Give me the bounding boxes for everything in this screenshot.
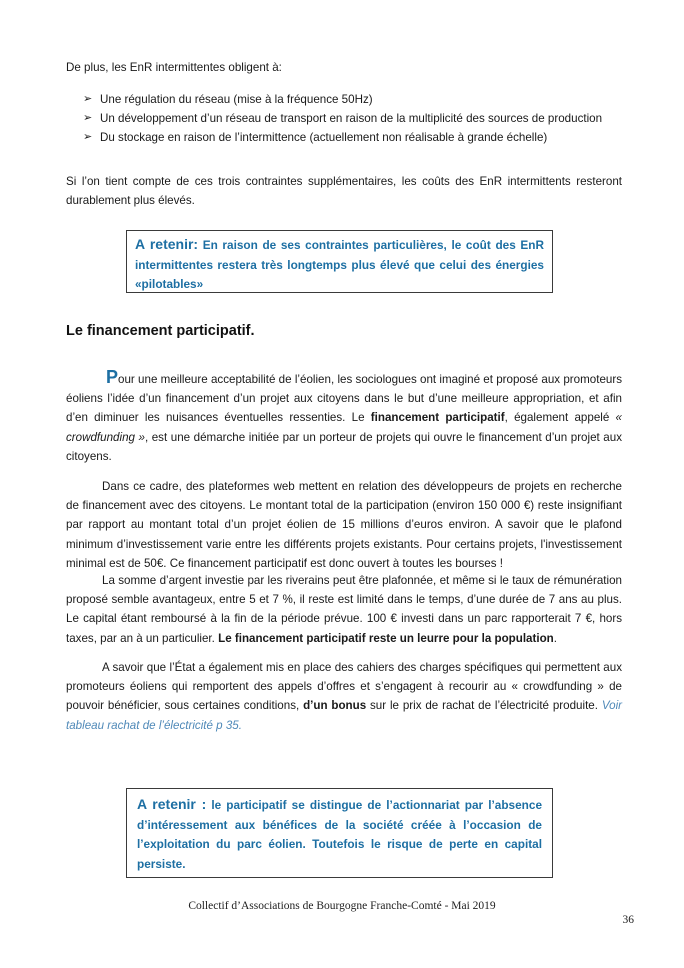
arrow-bullet-icon: ➢ xyxy=(83,131,93,144)
costs-paragraph: Si l’on tient compte de ces trois contraintes supplémentaires, les coûts des EnR intermittents resteront durablement plus élevés. xyxy=(66,175,622,208)
paragraph-platforms: Dans ce cadre, des plateformes web mettent en relation des développeurs de projets en recherche de financement avec des citoyens. Le montant total de la participation (environ 150 000 €) reste insignifiant par rapport au montant total d’un projet éolien de 15 millions d’euros environ. A savoir que le plafond minimum d’investissement varie entre les différents projets existants. Pour certains projets, l'investissement minimal est de 50€. Ce financement participatif est donc ouvert à toutes les bourses ! xyxy=(66,480,622,570)
list-item: ➢ Une régulation du réseau (mise à la fréquence 50Hz) xyxy=(83,90,623,109)
arrow-bullet-icon: ➢ xyxy=(83,93,93,105)
takeaway-lead: A retenir : xyxy=(137,796,207,812)
list-item: ➢ Un développement d’un réseau de transport en raison de la multiplicité des sources de production xyxy=(83,109,623,128)
takeaway-lead: A retenir: xyxy=(135,236,199,252)
cross-reference-link[interactable]: Voir tableau rachat de l’électricité p 35. xyxy=(66,699,622,732)
paragraph-returns: La somme d’argent investie par les riverains peut être plafonnée, et même si le taux de rémunération proposé semble avantageux, entre 5 et 7 %, il reste est limité dans le temps, d’une durée de 7 ans au plus. Le capital étant remboursé à la fin de la période prévue. 100 € investi dans un parc rapporterait 7 €, hors taxes, par an à un particulier. Le financement participatif reste un leurre pour la population. xyxy=(66,574,622,645)
takeaway-text: le participatif se distingue de l’actionnariat par l’absence d’intéressement aux bénéfices de la société créée à l’occasion de l’exploitation du parc éolien. Toutefois le risque de perte en capital persiste. xyxy=(137,798,543,871)
drop-cap: P xyxy=(106,367,119,387)
page-footer: Collectif d’Associations de Bourgogne Franche-Comté - Mai 2019 xyxy=(188,900,496,912)
intro-sentence: De plus, les EnR intermittentes obligent à: xyxy=(66,61,282,74)
paragraph-crowdfunding-intro: Pour une meilleure acceptabilité de l’éolien, les sociologues ont imaginé et proposé aux promoteurs éoliens l’idée d’un financement d’un projet aux citoyens dans le but d’une meilleure appropriation, et afin d’en diminuer les nuisances éventuelles ressenties. Le financement participatif, également appelé « crowdfunding », est une démarche initiée par un porteur de projets qui ouvre le financement d’un projet aux citoyens. xyxy=(66,367,622,463)
section-title: Le financement participatif. xyxy=(66,323,255,339)
paragraph-state-bonus: A savoir que l’État a également mis en place des cahiers des charges spécifiques qui permettent aux promoteurs éoliens qui remportent des appels d’offres et s’engagent à recourir au « crowdfunding » de pouvoir bénéficier, sous certaines conditions, d’un bonus sur le prix de rachat de l’électricité produite. Voir tableau rachat de l’électricité p 35. xyxy=(66,661,622,732)
list-item: ➢ Du stockage en raison de l’intermittence (actuellement non réalisable à grande échelle) xyxy=(83,128,623,147)
page-number: 36 xyxy=(622,914,634,926)
key-takeaway-box xyxy=(126,230,553,293)
takeaway-text: En raison de ses contraintes particulières, le coût des EnR intermittentes restera très longtemps plus élevé que celui des énergies «pilotables» xyxy=(135,238,545,291)
arrow-bullet-icon: ➢ xyxy=(83,112,93,125)
constraints-list xyxy=(83,90,623,148)
key-takeaway-box-2 xyxy=(126,788,553,878)
